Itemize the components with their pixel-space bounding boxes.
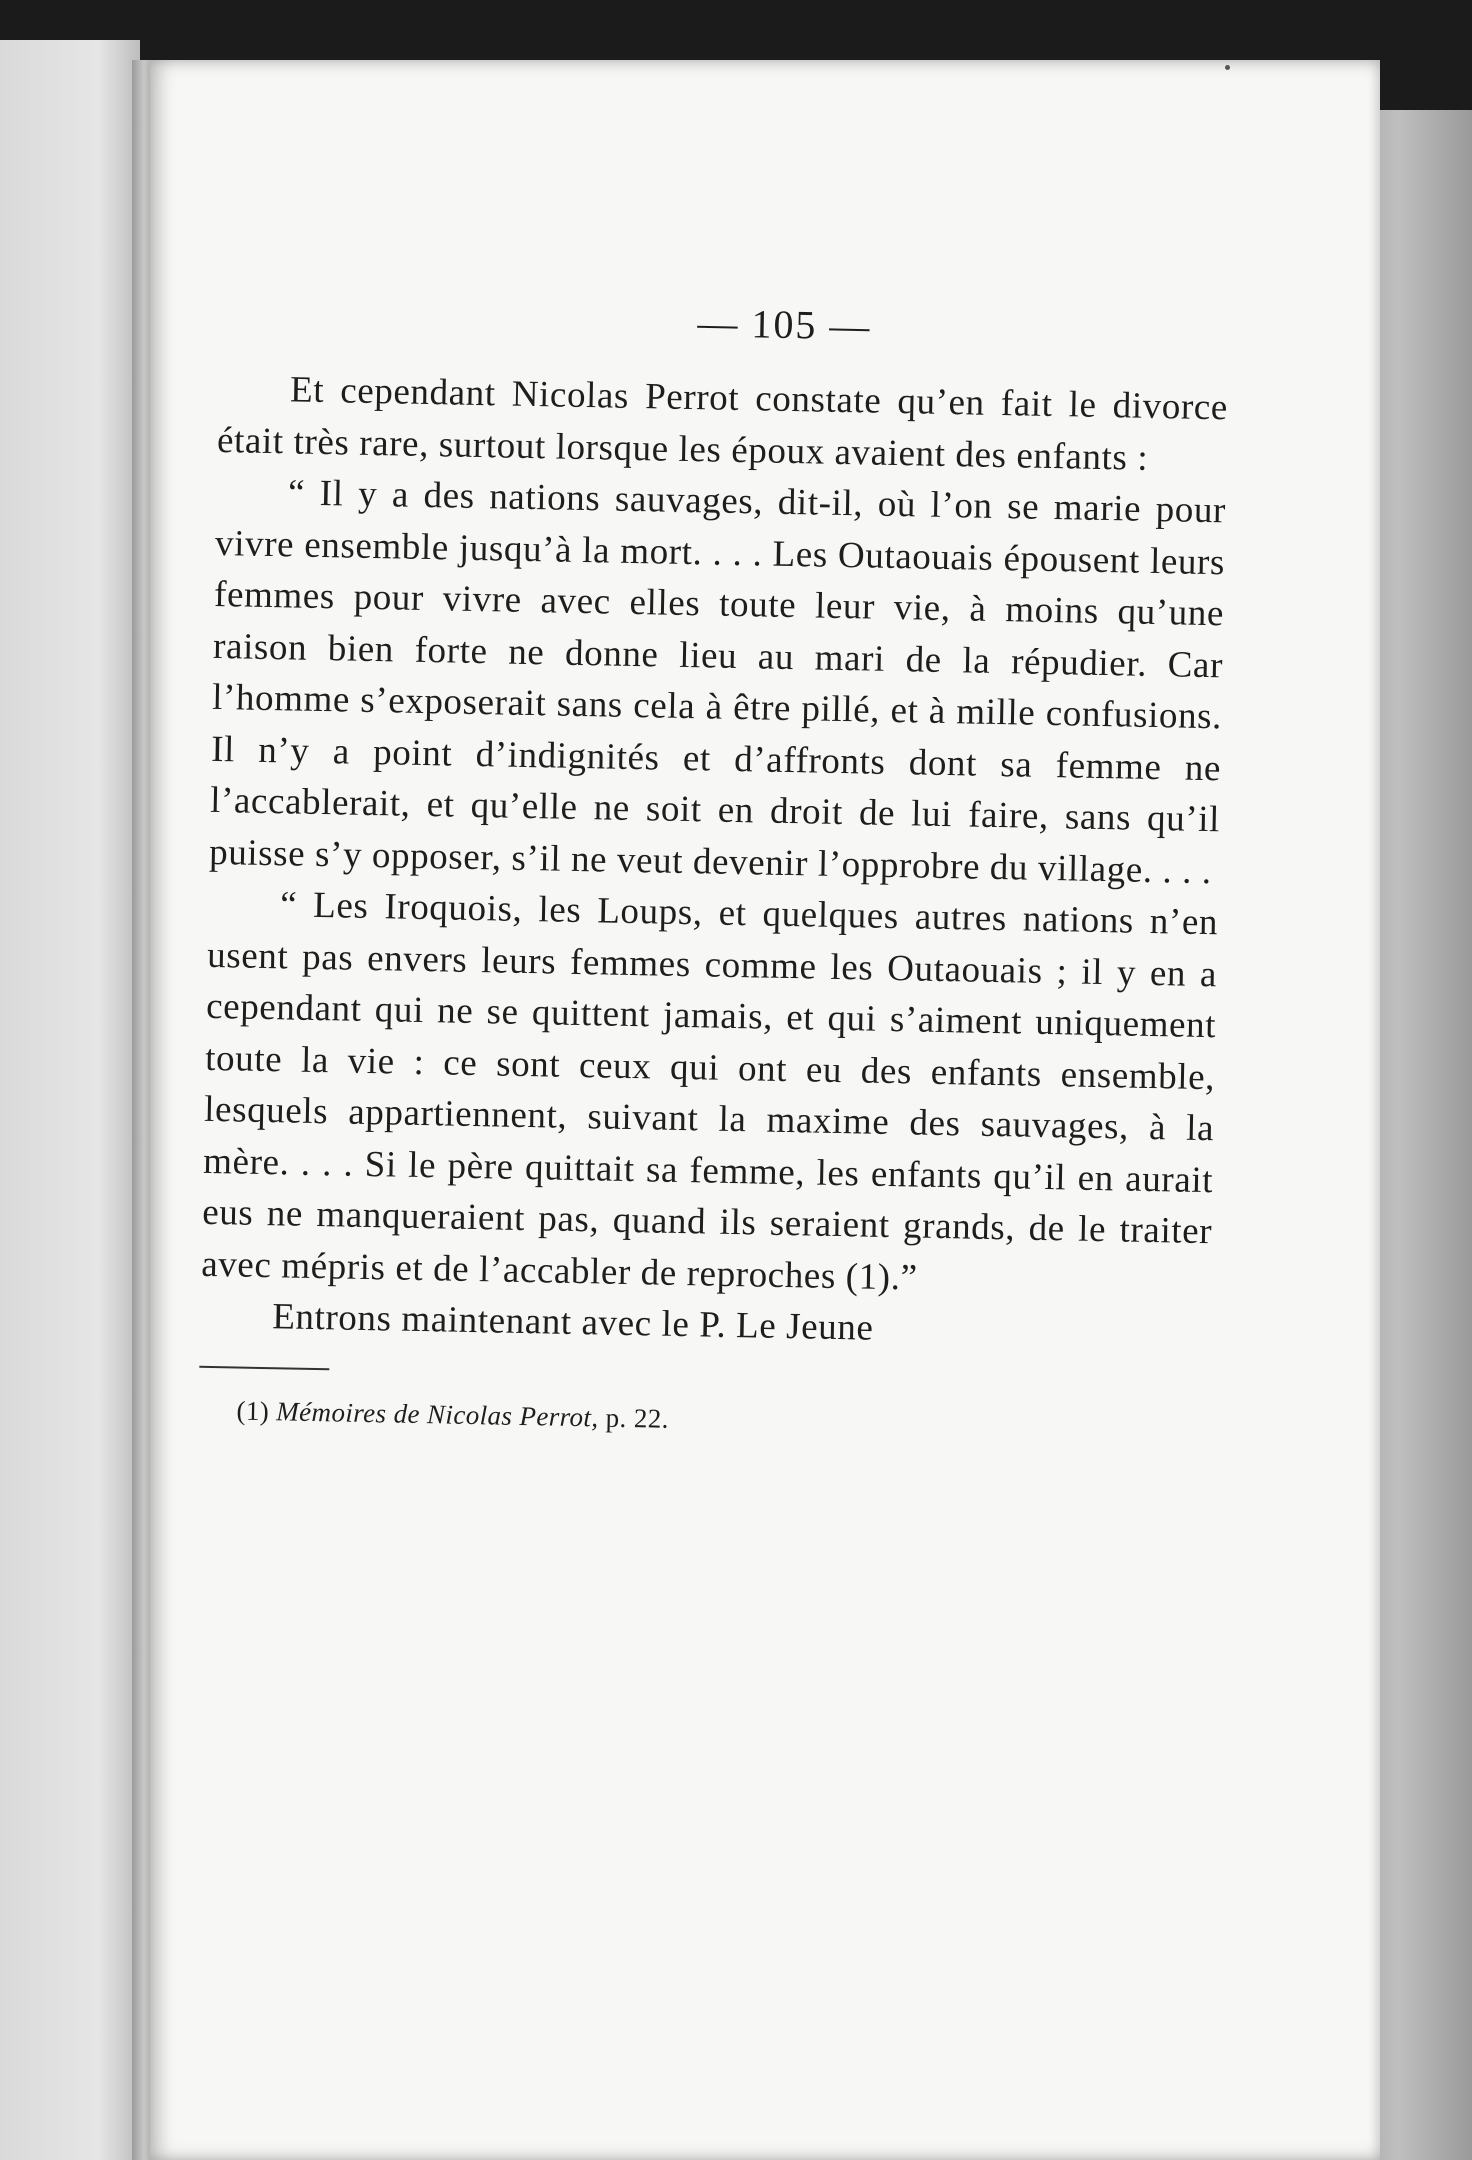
footnote-title: Mémoires de Nicolas Perrot,	[276, 1395, 599, 1432]
facing-page-edge	[0, 40, 140, 2160]
paragraph-quote-ottawa: “ Il y a des nations sauvages, dit-il, où l’on se marie pour vivre ensemble jusqu’à la mort. . . . Les Outaouais épousent leurs femmes pour vivre avec elles toute leur vie, à moins qu’une raison bien forte ne donne lieu au mari de la répudier. Car l’homme s’exposerait sans cela à être pillé, et à mille confusions. Il n’y a point d’indignités et d’affronts dont sa femme ne l’accablerait, et qu’elle ne soit en droit de lui faire, sans qu’il puisse s’y opposer, s’il ne veut devenir l’opprobre du village. . . .	[208, 472, 1227, 892]
footnote	[236, 1392, 1209, 1447]
footnote-page-ref: p. 22.	[605, 1402, 670, 1434]
page-content	[198, 290, 1230, 1447]
footnote-marker: (1)	[236, 1395, 270, 1426]
paragraph-intro: Et cependant Nicolas Perrot constate qu’en fait le divorce était très rare, surtout lorsque les époux avaient des enfants :	[216, 369, 1229, 479]
footnote-rule	[199, 1365, 329, 1369]
page-number: — 105 —	[697, 300, 872, 349]
dust-speck	[1225, 65, 1230, 70]
paragraph-quote-iroquois: “ Les Iroquois, les Loups, et quelques autres nations n’en usent pas envers leurs femmes comme les Outaouais ; il y en a cependant qui ne se quittent jamais, et qui s’aiment uniquement toute la vie : ce sont ceux qui ont eu des enfants ensemble, lesquels appartiennent, suivant la maxime des sauvages, à la mère. . . . Si le père quittait sa femme, les enfants qu’il en aurait eus ne manqueraient pas, quand ils seraient grands, de le traiter avec mépris et de l’accabler de reproches (1).”	[200, 884, 1219, 1299]
paragraph-closing: Entrons maintenant avec le P. Le Jeune	[271, 1296, 874, 1349]
book-page	[150, 60, 1380, 2160]
